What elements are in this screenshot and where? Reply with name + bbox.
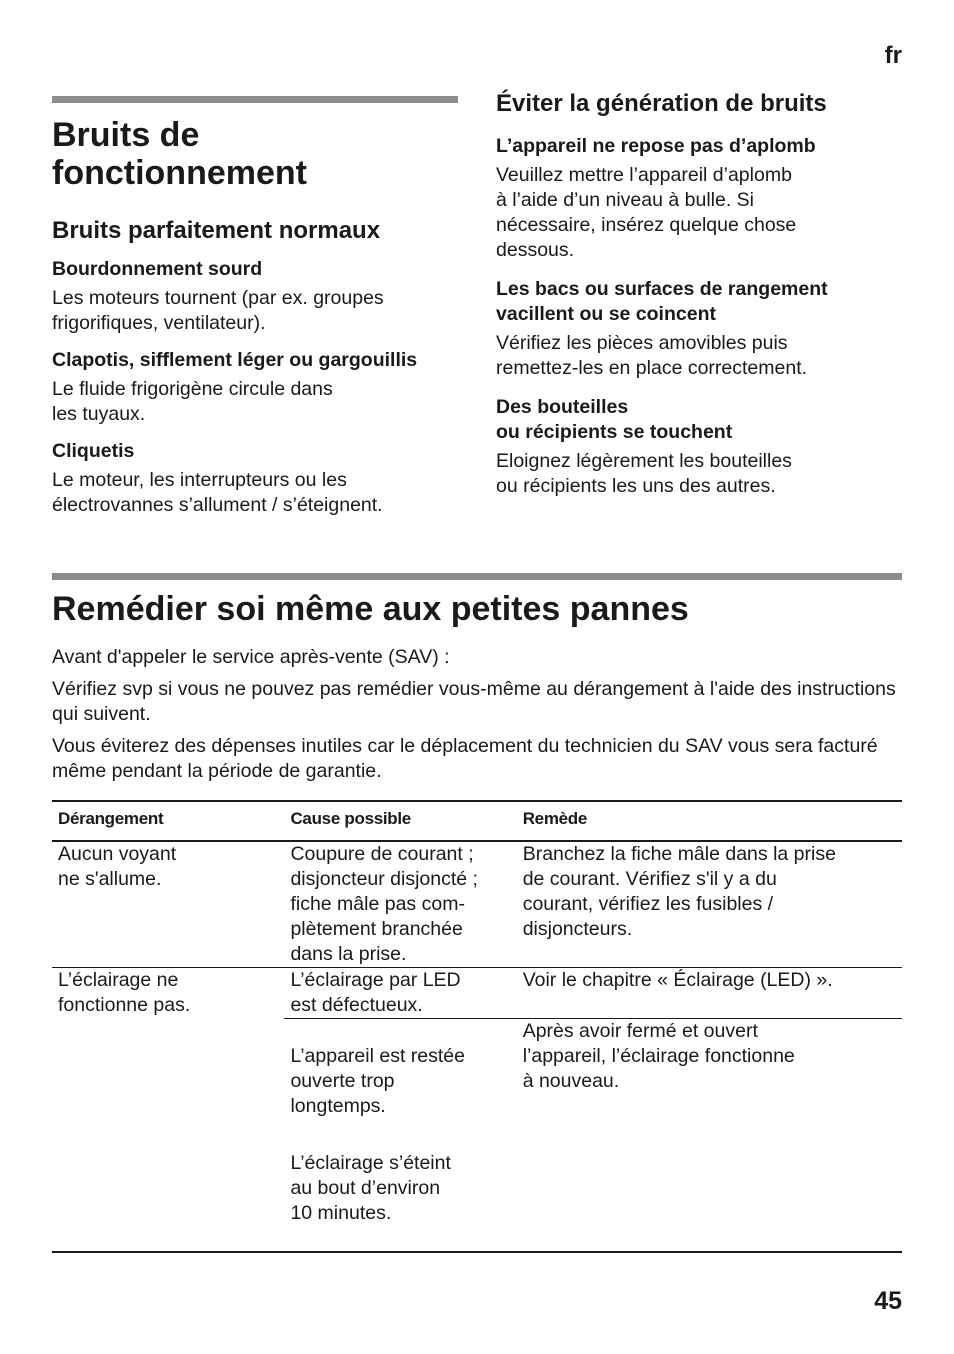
item-text: Vérifiez les pièces amovibles puis remettez-les en place correctement. — [496, 332, 808, 379]
column-header-cause: Cause possible — [284, 801, 516, 841]
column-header-fault: Dérangement — [52, 801, 284, 841]
item-text: Le moteur, les interrupteurs ou les électrovannes s’allument / s’éteignent. — [52, 469, 383, 516]
intro-paragraph: Vous éviterez des dépenses inutiles car le déplacement du technicien du SAV vous sera facturé même pendant la période de garantie. — [52, 735, 878, 782]
item-text: Le fluide frigorigène circule dans les tuyaux. — [52, 378, 333, 425]
intro-paragraph: Avant d'appeler le service après-vente (SAV) : — [52, 646, 450, 668]
cell-fault: L’éclairage ne fonctionne pas. — [52, 968, 284, 1253]
item-heading: Des bouteilles ou récipients se touchent — [496, 396, 733, 443]
cell-cause: Coupure de courant ; disjoncteur disjoncté ; fiche mâle pas com- plètement branchée dans la prise. — [284, 841, 516, 968]
section-rule-left — [52, 96, 458, 103]
cause-note: L’éclairage s’éteint au bout d’environ 10 minutes. — [290, 1152, 451, 1224]
item-text: Eloignez légèrement les bouteilles ou récipients les uns des autres. — [496, 450, 792, 497]
language-label: fr — [884, 42, 902, 69]
cell-remedy: Voir le chapitre « Éclairage (LED) ». — [517, 968, 902, 1019]
item-text: Veuillez mettre l’appareil d’aplomb à l’aide d’un niveau à bulle. Si nécessaire, insérez quelque chose dessous. — [496, 164, 797, 261]
cell-fault: Aucun voyant ne s'allume. — [52, 841, 284, 968]
table-row — [52, 968, 902, 1019]
cause-text: L’appareil est restée ouverte trop longtemps. — [290, 1045, 465, 1117]
left-column — [52, 116, 472, 518]
page-number: 45 — [874, 1287, 902, 1315]
right-column — [496, 90, 916, 499]
subtitle-normal-noises: Bruits parfaitement normaux — [52, 217, 381, 244]
column-header-remedy: Remède — [517, 801, 902, 841]
item-heading: Cliquetis — [52, 440, 135, 462]
table-header-row — [52, 801, 902, 841]
subtitle-avoid-noises: Éviter la génération de bruits — [496, 90, 827, 117]
table-row — [52, 841, 902, 968]
cell-cause — [284, 1019, 516, 1253]
section-title-noises: Bruits de fonctionnement — [52, 116, 307, 192]
troubleshooting-table — [52, 800, 902, 1253]
cell-cause: L’éclairage par LED est défectueux. — [284, 968, 516, 1019]
item-heading: Les bacs ou surfaces de rangement vacillent ou se coincent — [496, 278, 828, 325]
item-text: Les moteurs tournent (par ex. groupes frigorifiques, ventilateur). — [52, 287, 384, 334]
item-heading: Bourdonnement sourd — [52, 258, 263, 280]
intro-paragraph: Vérifiez svp si vous ne pouvez pas remédier vous-même au dérangement à l'aide des instructions qui suivent. — [52, 678, 896, 725]
item-heading: Clapotis, sifflement léger ou gargouillis — [52, 349, 418, 371]
item-heading: L’appareil ne repose pas d’aplomb — [496, 135, 816, 157]
section-rule-full — [52, 573, 902, 580]
cell-remedy: Après avoir fermé et ouvert l’appareil, l’éclairage fonctionne à nouveau. — [517, 1019, 902, 1253]
intro-text — [52, 645, 902, 784]
section-title-troubleshooting: Remédier soi même aux petites pannes — [52, 590, 689, 628]
cell-remedy: Branchez la fiche mâle dans la prise de courant. Vérifiez s'il y a du courant, vérifiez les fusibles / disjoncteurs. — [517, 841, 902, 968]
